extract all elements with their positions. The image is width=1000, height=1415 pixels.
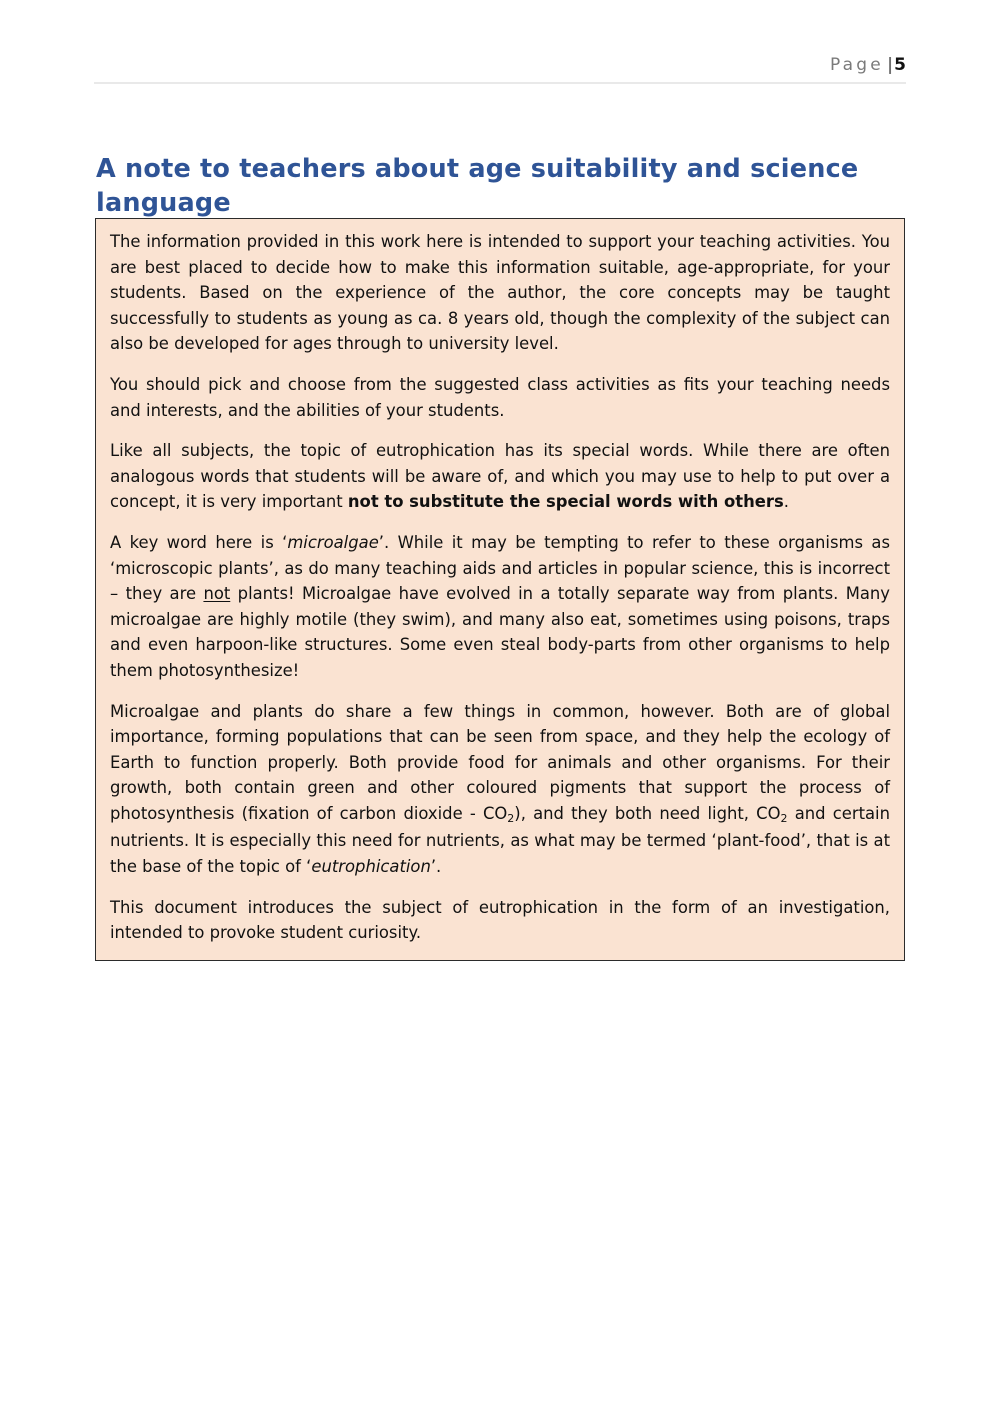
note-run-subscript: 2: [507, 811, 515, 825]
note-paragraph: A key word here is ‘microalgae’. While it may be tempting to refer to these organisms as ‘microscopic plants’, as do many teaching aids and articles in popular science, this is incorrect – they are not plants! Microalgae have evolved in a totally separate way from plants. Many microalgae are highly motile (they swim), and many also eat, sometimes using poisons, traps and even harpoon-like structures. Some even steal body-parts from other organisms to help them photosynthesize!: [110, 532, 890, 680]
header-divider-rule: [94, 82, 906, 84]
note-run-italic: eutrophication: [311, 857, 431, 877]
note-paragraph: You should pick and choose from the suggested class activities as fits your teaching needs and interests, and the abilities of your students.: [110, 374, 890, 420]
page-number-label: [830, 57, 906, 78]
note-paragraph: Like all subjects, the topic of eutrophication has its special words. While there are often analogous words that students will be aware of, and which you may use to help to put over a concept, it is very important not to substitute the special words with others.: [110, 441, 890, 512]
page-header-inner: [94, 0, 906, 78]
page-header: [0, 0, 1000, 90]
note-run-underline: not: [203, 584, 231, 604]
page-separator: |: [886, 55, 894, 75]
page-number-value: 5: [894, 55, 906, 75]
page-word: Page: [829, 55, 884, 75]
page-title: A note to teachers about age suitability and science language: [96, 154, 859, 218]
teacher-note-paragraphs: [110, 229, 890, 946]
note-paragraph: This document introduces the subject of eutrophication in the form of an investigation, intended to provoke student curiosity.: [110, 897, 890, 943]
note-run-italic: microalgae: [287, 532, 379, 552]
note-paragraph: The information provided in this work here is intended to support your teaching activities. You are best placed to decide how to make this information suitable, age-appropriate, for your students. Based on the experience of the author, the core concepts may be taught successfully to students as young as ca. 8 years old, though the complexity of the subject can also be developed for ages through to university level.: [110, 232, 890, 354]
note-run-subscript: 2: [780, 811, 788, 825]
note-paragraph: Microalgae and plants do share a few things in common, however. Both are of global importance, forming populations that can be seen from space, and they help the ecology of Earth to function properly. Both provide food for animals and other organisms. For their growth, both contain green and other coloured pigments that support the process of photosynthesis (fixation of carbon dioxide - $CO_2$), and they both need light, $CO_2$ and certain nutrients. It is especially this need for nutrients, as what may be termed ‘plant-food’, that is at the base of the topic of ‘eutrophication’.: [110, 701, 890, 877]
note-run-bold: not to substitute the special words with others: [347, 492, 784, 512]
teacher-note-box: [95, 218, 905, 961]
